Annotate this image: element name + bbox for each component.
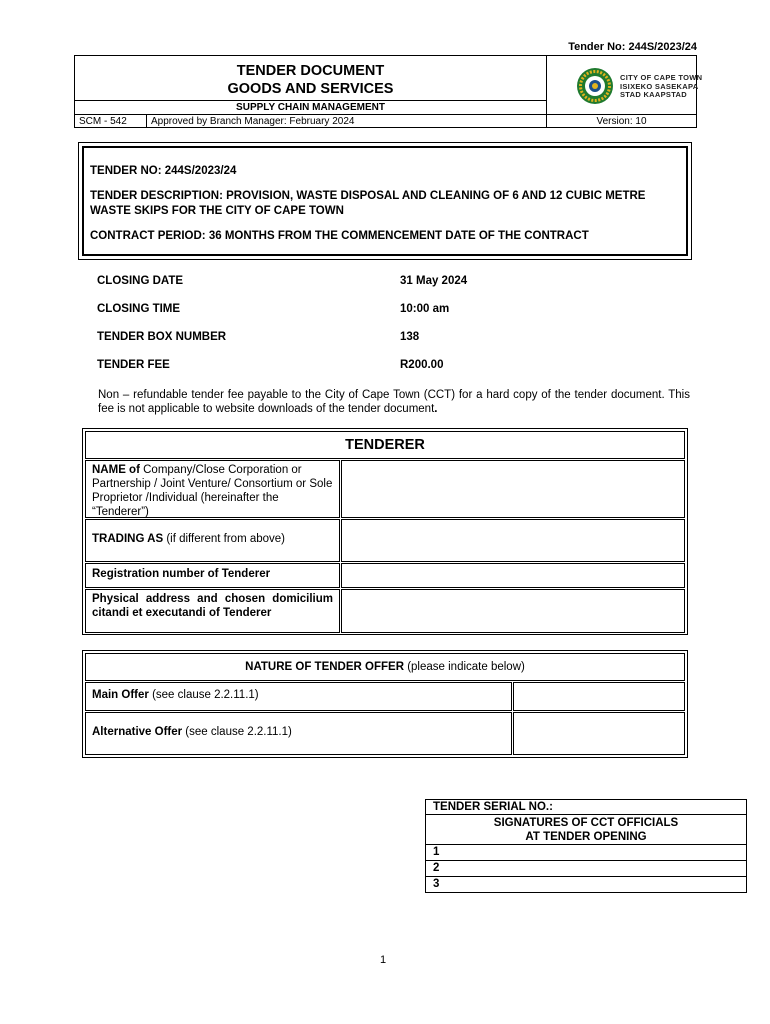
- version-label: Version: 10: [596, 116, 647, 127]
- tender-number-top: Tender No: 244S/2023/24: [568, 41, 697, 53]
- city-emblem-icon: [575, 66, 615, 106]
- tender-box-number-value: 138: [400, 331, 420, 343]
- tenderer-name-rest: Company/Close Corporation or Partnership / Joint Venture/ Consortium or Sole Proprietor /Individual (hereinafter the “Tenderer”): [92, 464, 333, 518]
- tenderer-table: [82, 428, 688, 635]
- fee-note-text: Non – refundable tender fee payable to the City of Cape Town (CCT) for a hard copy of the tender document. This fee is not applicable to website downloads of the tender document: [98, 389, 690, 415]
- document-title: [75, 56, 547, 100]
- logo-text: [620, 74, 702, 100]
- alternative-offer-rest: (see clause 2.2.11.1): [182, 726, 292, 738]
- logo-line-3: STAD KAAPSTAD: [620, 90, 687, 99]
- address-label: Physical address and chosen domicilium citandi et executandi of Tenderer: [85, 589, 340, 633]
- tenderer-name-field[interactable]: [341, 460, 685, 518]
- title-line-1: TENDER DOCUMENT: [236, 63, 385, 79]
- tenderer-heading: TENDERER: [85, 431, 685, 459]
- registration-label: Registration number of Tenderer: [85, 563, 340, 588]
- header-meta-row: [75, 114, 696, 128]
- nature-heading-bold: NATURE OF TENDER OFFER: [245, 661, 405, 673]
- main-offer-label: [85, 682, 512, 711]
- main-offer-rest: (see clause 2.2.11.1): [148, 689, 259, 701]
- main-offer-field[interactable]: [513, 682, 685, 711]
- alternative-offer-bold: Alternative Offer: [92, 726, 183, 738]
- title-line-2: GOODS AND SERVICES: [227, 81, 394, 97]
- tender-number: TENDER NO: 244S/2023/24: [90, 165, 237, 177]
- logo-line-1: CITY OF CAPE TOWN: [620, 73, 703, 82]
- form-code: SCM - 542: [75, 115, 147, 128]
- tenderer-name-bold: NAME of: [92, 464, 140, 476]
- signature-row-1[interactable]: 1: [425, 844, 747, 861]
- main-offer-bold: Main Offer: [92, 689, 149, 701]
- fee-note: [98, 388, 690, 416]
- signatures-heading-line-1: SIGNATURES OF CCT OFFICIALS: [493, 817, 679, 829]
- emblem-center: [592, 83, 598, 89]
- logo-line-2: ISIXEKO SASEKAPA: [620, 81, 699, 91]
- document-header: [74, 55, 703, 128]
- page-number: 1: [380, 954, 387, 966]
- signature-row-3[interactable]: 3: [425, 876, 747, 893]
- closing-date-label: CLOSING DATE: [97, 275, 184, 287]
- alternative-offer-label: [85, 712, 512, 755]
- trading-as-bold: TRADING AS: [92, 533, 164, 545]
- signatures-table: [425, 799, 747, 893]
- city-logo: [547, 56, 703, 114]
- signatures-heading: [425, 814, 747, 845]
- signatures-heading-line-2: AT TENDER OPENING: [525, 830, 647, 843]
- tender-fee-label: TENDER FEE: [97, 359, 170, 371]
- alternative-offer-field[interactable]: [513, 712, 685, 755]
- contract-period: CONTRACT PERIOD: 36 MONTHS FROM THE COMMENCEMENT DATE OF THE CONTRACT: [90, 230, 589, 242]
- tender-info-box: [78, 142, 692, 260]
- fee-note-end: .: [434, 403, 438, 415]
- address-field[interactable]: [341, 589, 685, 633]
- tenderer-name-label: [85, 460, 340, 518]
- nature-of-offer-table: [82, 650, 688, 758]
- tender-description: TENDER DESCRIPTION: PROVISION, WASTE DISPOSAL AND CLEANING OF 6 AND 12 CUBIC METRE WASTE SKIPS FOR THE CITY OF CAPE TOWN: [90, 190, 646, 217]
- tender-serial-label: TENDER SERIAL NO.:: [425, 799, 747, 815]
- document-subtitle: SUPPLY CHAIN MANAGEMENT: [75, 100, 547, 114]
- trading-as-rest: (if different from above): [163, 533, 286, 545]
- approval-note: Approved by Branch Manager: February 2024: [147, 115, 547, 128]
- closing-date-value: 31 May 2024: [400, 275, 468, 287]
- tender-box-number-label: TENDER BOX NUMBER: [97, 331, 227, 343]
- nature-heading: [85, 653, 685, 681]
- nature-heading-rest: (please indicate below): [404, 661, 525, 673]
- trading-as-label: [85, 519, 340, 562]
- closing-time-value: 10:00 am: [400, 303, 450, 315]
- signature-row-2[interactable]: 2: [425, 860, 747, 877]
- trading-as-field[interactable]: [341, 519, 685, 562]
- registration-field[interactable]: [341, 563, 685, 588]
- tender-fee-value: R200.00: [400, 359, 444, 371]
- tender-info-inner: [82, 146, 688, 256]
- closing-time-label: CLOSING TIME: [97, 303, 181, 315]
